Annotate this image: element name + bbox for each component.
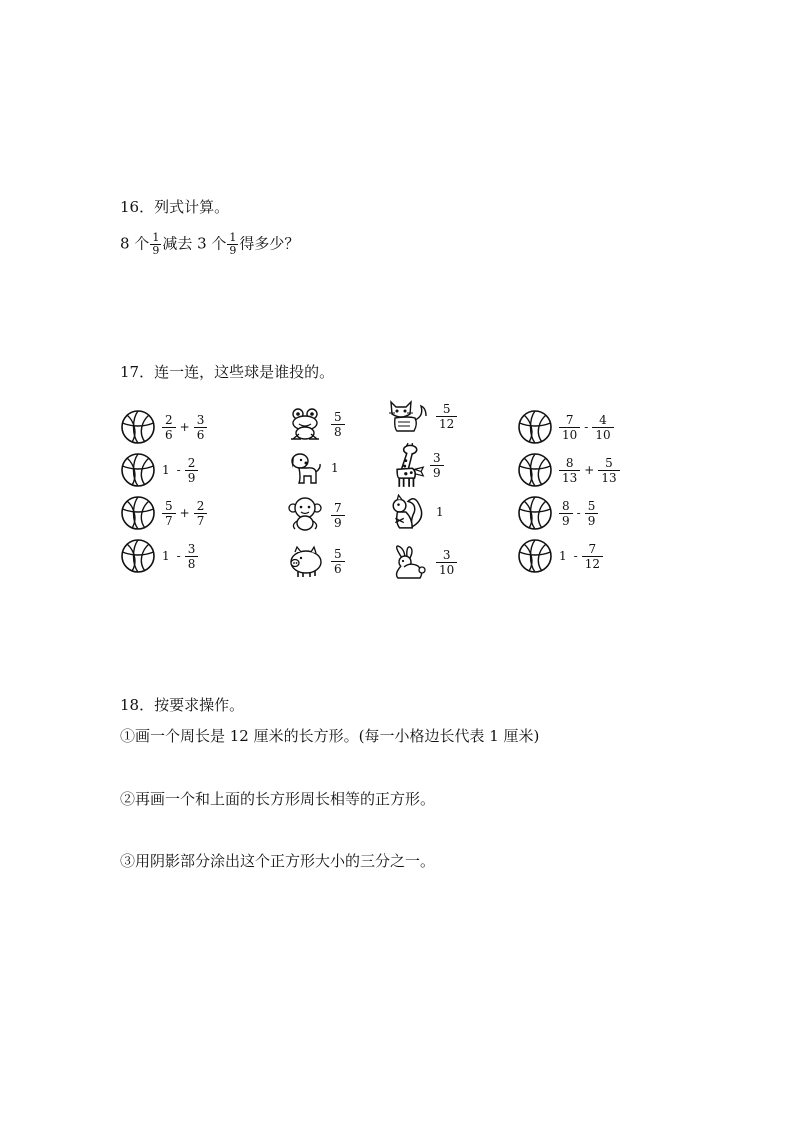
operator: - [176,549,181,563]
q17-title: 17．连一连，这些球是谁投的。 [120,363,335,381]
fraction-numerator: 5 [442,401,451,416]
fraction-denominator: 9 [587,513,596,528]
fraction-denominator: 8 [334,424,342,439]
monkey-icon [287,495,323,535]
fraction-numerator: 3 [442,547,451,562]
left-ball-item[interactable] [120,491,207,535]
cat-icon [388,397,428,435]
fraction-denominator: 12 [584,556,600,571]
fraction [185,542,199,571]
fraction [592,413,613,442]
animal-value: 1 [436,505,444,519]
q16-text-3: 得多少？ [239,234,300,253]
fraction-numerator: 2 [165,412,173,427]
fraction-numerator: 3 [433,450,441,465]
fraction [185,456,199,485]
q16-fraction-2 [227,232,238,257]
fraction-numerator: 1 [229,231,237,244]
animal-item[interactable] [287,539,345,583]
fraction [598,456,619,485]
basketball-icon [120,409,156,445]
fraction [436,402,457,431]
q18-title: 18．按要求操作。 [120,696,245,714]
fraction-denominator: 10 [595,427,611,442]
pig-icon [287,541,323,581]
operator: + [179,506,190,520]
operator: - [573,549,578,563]
fraction [331,501,345,530]
animal-item[interactable] [287,446,342,490]
fraction [559,456,580,485]
fraction-denominator: 9 [433,465,441,480]
animal-item[interactable] [388,540,457,584]
fraction-numerator: 4 [599,412,607,427]
animal-item[interactable] [388,443,444,487]
fraction-denominator: 10 [562,427,578,442]
fraction-numerator: 8 [562,498,570,513]
q18-step-2: ②再画一个和上面的长方形周长相等的正方形。 [120,790,436,808]
q18-step-3: ③用阴影部分涂出这个正方形大小的三分之一。 [120,852,436,870]
fraction [436,548,457,577]
rabbit-icon [388,543,428,581]
fraction [331,547,345,576]
basketball-icon [517,538,553,574]
fraction-denominator: 7 [165,513,173,528]
fraction [582,542,603,571]
q16-title: 16．列式计算。 [120,198,230,216]
fraction [194,499,208,528]
basketball-icon [120,495,156,531]
fraction-numerator: 7 [588,541,597,556]
q16-expression [120,232,299,257]
fraction-denominator: 9 [562,513,570,528]
right-ball-item[interactable] [517,405,614,449]
animal-item[interactable] [388,394,457,438]
fraction-denominator: 10 [439,562,455,577]
dog-icon [287,448,323,488]
basketball-icon [517,495,553,531]
fraction [585,499,599,528]
operator: - [584,420,589,434]
q18-step-1: ①画一个周长是 12 厘米的长方形。(每一小格边长代表 1 厘米) [120,727,540,745]
fraction-numerator: 7 [334,500,342,515]
basketball-icon [517,452,553,488]
operator: - [576,506,581,520]
fraction [430,451,444,480]
animal-item[interactable] [287,493,345,537]
fraction-numerator: 2 [196,498,205,513]
animal-item[interactable] [388,490,447,534]
fraction-numerator: 3 [187,541,196,556]
fraction-numerator: 5 [334,409,342,424]
fraction-numerator: 5 [605,455,613,470]
fraction-denominator: 6 [165,427,173,442]
fraction [162,499,176,528]
whole-number: 1 [162,549,170,563]
fraction-denominator: 6 [196,427,205,442]
q16-text-2: 减去 3 个 [162,234,227,253]
operator: - [176,463,181,477]
fraction-denominator: 8 [187,556,196,571]
fraction-numerator: 5 [165,498,173,513]
fraction-denominator: 6 [334,561,342,576]
fraction-denominator: 13 [562,470,578,485]
animal-item[interactable] [287,402,345,446]
fraction-numerator: 1 [152,231,160,244]
fraction-numerator: 3 [196,412,205,427]
fraction-denominator: 9 [334,515,342,530]
right-ball-item[interactable] [517,534,603,578]
animal-value: 1 [331,461,339,475]
fraction [162,413,176,442]
left-ball-item[interactable] [120,405,207,449]
giraffe-icon [388,441,428,489]
whole-number: 1 [162,463,170,477]
fraction [559,413,580,442]
fraction-numerator: 5 [587,498,596,513]
basketball-icon [517,409,553,445]
right-ball-item[interactable] [517,491,598,535]
fraction-numerator: 5 [334,546,342,561]
fraction-numerator: 7 [565,412,574,427]
fraction-denominator: 9 [187,470,196,485]
operator: + [179,420,190,434]
fraction-numerator: 8 [565,455,574,470]
fraction-denominator: 12 [439,416,455,431]
basketball-icon [120,538,156,574]
fraction [559,499,573,528]
fraction-denominator: 9 [152,244,160,257]
q16-fraction-1 [150,232,161,257]
left-ball-item[interactable] [120,534,198,578]
fraction-denominator: 9 [229,244,237,257]
fraction [331,410,345,439]
fraction-denominator: 13 [601,470,617,485]
squirrel-icon [388,493,428,531]
q16-text-1: 8 个 [120,234,150,253]
right-ball-item[interactable] [517,448,620,492]
fraction [194,413,208,442]
left-ball-item[interactable] [120,448,198,492]
fraction-numerator: 2 [187,455,196,470]
basketball-icon [120,452,156,488]
frog-icon [287,404,323,444]
whole-number: 1 [559,549,567,563]
fraction-denominator: 7 [196,513,205,528]
operator: + [584,463,595,477]
